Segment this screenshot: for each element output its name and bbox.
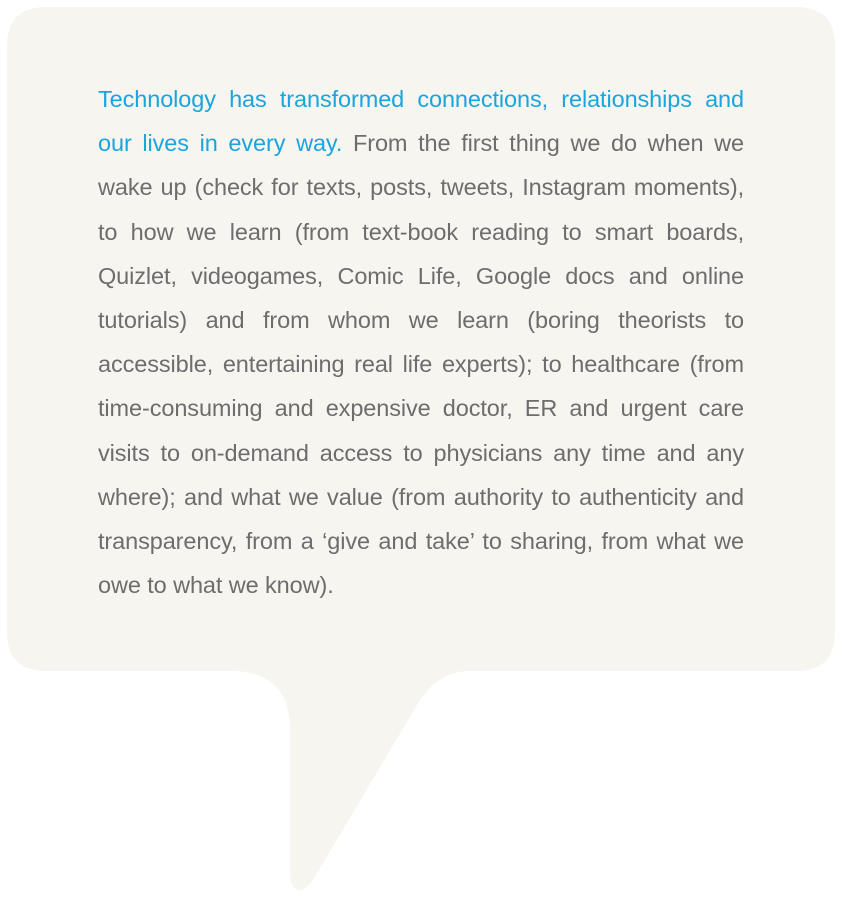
quote-paragraph bbox=[98, 77, 744, 607]
highlighted-lead-sentence: Technology has transformed connections, relationships and our lives in every way. bbox=[98, 86, 744, 157]
body-text: From the first thing we do when we wake up (check for texts, posts, tweets, Instagram moments), to how we learn (from text-book reading to smart boards, Quizlet, videogames, Comic Life, Google docs and online tutorials) and from whom we learn (boring theorists to accessible, entertaining real life experts); to healthcare (from time-consuming and expensive doctor, ER and urgent care visits to on-demand access to physicians any time and any where); and what we value (from authority to authenticity and transparency, from a ‘give and take’ to sharing, from what we owe to what we know). bbox=[98, 130, 744, 599]
